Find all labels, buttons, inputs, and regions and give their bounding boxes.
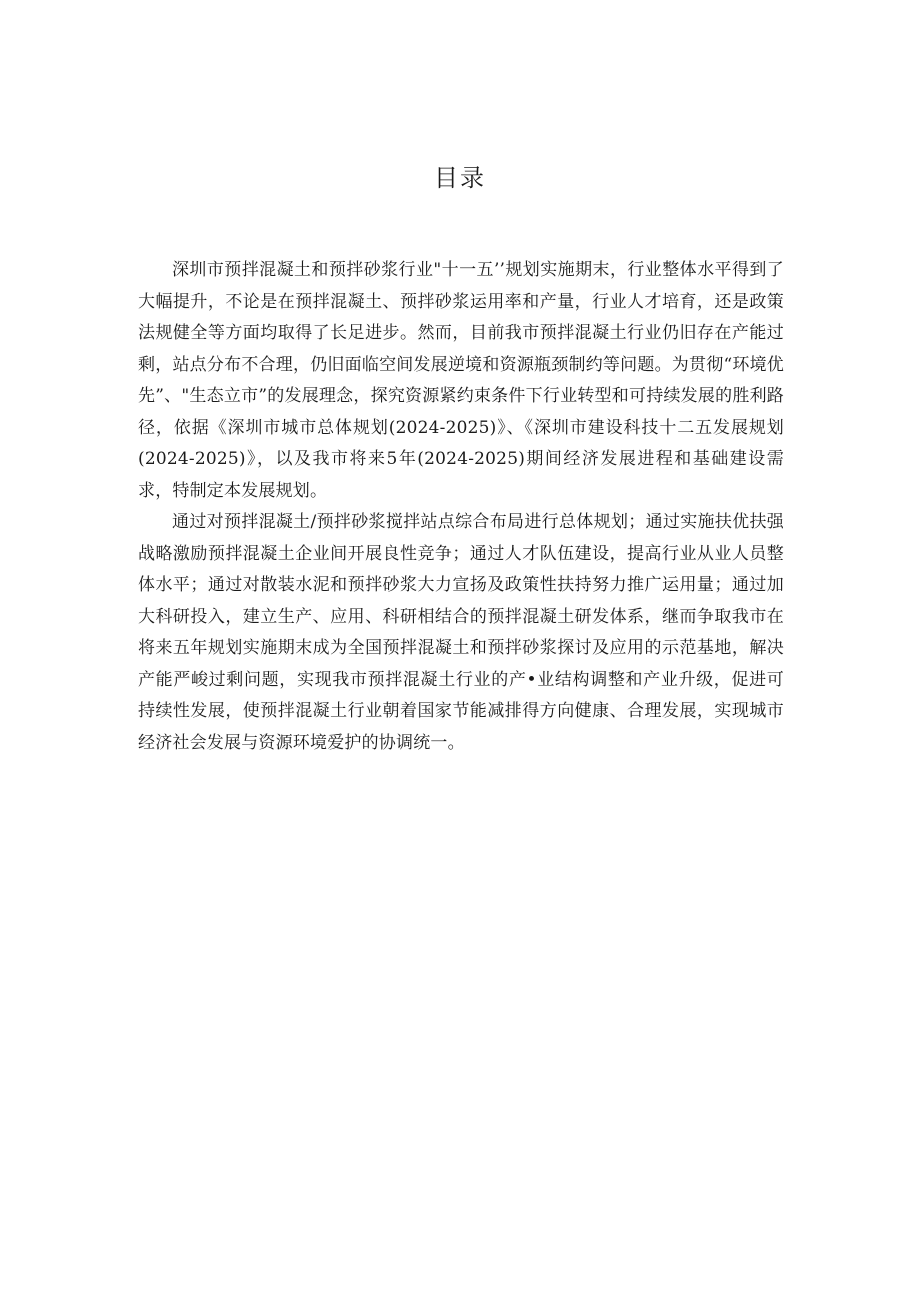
page-title: 目录 bbox=[434, 164, 486, 192]
paragraph-2: 通过对预拌混凝土/预拌砂浆搅拌站点综合布局进行总体规划；通过实施扶优扶强战略激励预拌混凝土企业间开展良性竞争；通过人才队伍建设，提高行业从业人员整体水平；通过对散装水泥和预拌砂浆大力宣扬及政策性扶持努力推广运用量；通过加大科研投入，建立生产、应用、科研相结合的预拌混凝土研发体系，继而争取我市在将来五年规划实施期末成为全国预拌混凝土和预拌砂浆探讨及应用的示范基地，解决产能严峻过剩问题，实现我市预拌混凝土行业的产•业结构调整和产业升级，促进可持续性发展，使预拌混凝土行业朝着国家节能减排得方向健康、合理发展，实现城市经济社会发展与资源环境爱护的协调统一。 bbox=[138, 512, 784, 753]
paragraph-1: 深圳市预拌混凝土和预拌砂浆行业"十一五’’规划实施期末，行业整体水平得到了大幅提升，不论是在预拌混凝土、预拌砂浆运用率和产量，行业人才培育，还是政策法规健全等方面均取得了长足进步。然而，目前我市预拌混凝土行业仍旧存在产能过剩，站点分布不合理，仍旧面临空间发展逆境和资源瓶颈制约等问题。为贯彻“环境优先”、"生态立市”的发展理念，探究资源紧约束条件下行业转型和可持续发展的胜利路径，依据《深圳市城市总体规划(2024-2025)》、《深圳市建设科技十二五发展规划(2024-2025)》，以及我市将来5年(2024-2025)期间经济发展进程和基础建设需求，特制定本发展规划。 bbox=[138, 260, 784, 501]
document-body bbox=[138, 255, 784, 759]
